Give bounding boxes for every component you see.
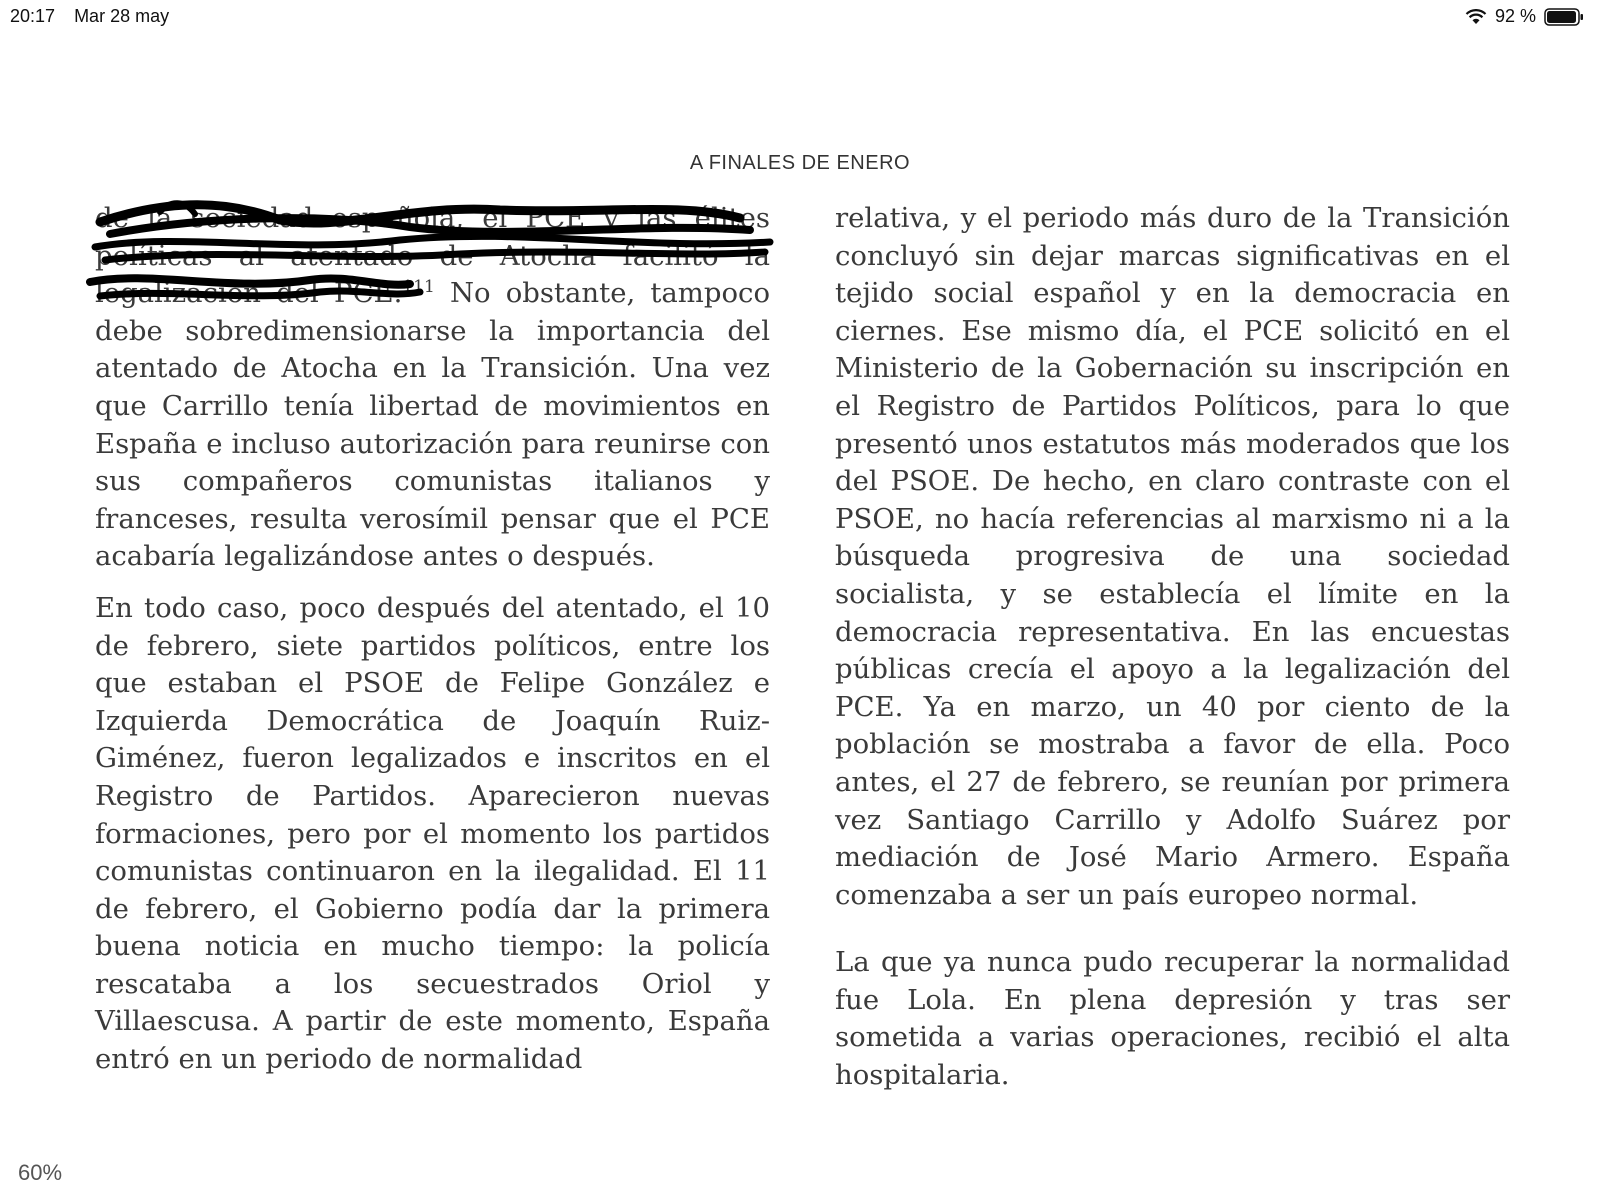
status-time: 20:17	[10, 6, 56, 26]
status-bar	[0, 0, 1600, 34]
battery-icon	[1544, 8, 1584, 26]
status-date: Mar 28 may	[74, 6, 170, 26]
redacted-text: de la sociedad española, el PCE y las élites políticas al atentado de Atocha facilitó la legalización del PCE.	[95, 202, 770, 310]
left-paragraph-2: En todo caso, poco después del atentado, el 10 de febrero, siete partidos políticos, entre los que estaban el PSOE de Felipe González e Izquierda Democrática de Joaquín Ruiz-Giménez, fueron legalizados e inscritos en el Registro de Partidos. Aparecieron nuevas formaciones, pero por el momento los partidos comunistas continuaron en la ilegalidad. El 11 de febrero, el Gobierno podía dar la primera buena noticia en mucho tiempo: la policía rescataba a los secuestrados Oriol y Villaescusa. A partir de este momento, España entró en un periodo de normalidad	[95, 591, 770, 1076]
left-paragraph-1	[95, 200, 770, 576]
right-column[interactable]	[835, 200, 1510, 1095]
battery-percent: 92 %	[1494, 6, 1536, 26]
status-right	[1465, 6, 1584, 27]
left-column[interactable]	[95, 200, 770, 1079]
right-paragraph-1: relativa, y el periodo más duro de la Transición concluyó sin dejar marcas significativas en el tejido social español y en la democracia en ciernes. Ese mismo día, el PCE solicitó en el Ministerio de la Gobernación su inscripción en el Registro de Partidos Políticos, para lo que presentó unos estatutos más moderados que los del PSOE. De hecho, en claro contraste con el PSOE, no hacía referencias al marxismo ni a la búsqueda progresiva de una sociedad socialista, y se establecía el límite en la democracia representativa. En las encuestas públicas crecía el apoyo a la legalización del PCE. Ya en marzo, un 40 por ciento de la población se mostraba a favor de ella. Poco antes, el 27 de febrero, se reunían por primera vez Santiago Carrillo y Adolfo Suárez por mediación de José Mario Armero. España comenzaba a ser un país europeo normal.	[835, 202, 1510, 911]
left-paragraph-1-text: No obstante, tampoco debe sobredimensionarse la importancia del atentado de Atocha en la Transición. Una vez que Carrillo tenía libertad de movimientos en España e incluso autorización para reunirse con sus compañeros comunistas italianos y franceses, resulta verosímil pensar que el PCE acabaría legalizándose antes o después.	[95, 277, 770, 573]
reading-progress: 60%	[18, 1160, 63, 1185]
footnote-marker[interactable]: 111	[402, 277, 435, 298]
running-header: A FINALES DE ENERO	[689, 152, 911, 174]
right-paragraph-2: La que ya nunca pudo recuperar la normalidad fue Lola. En plena depresión y tras ser sometida a varias operaciones, recibió el alta hospitalaria.	[835, 946, 1510, 1092]
status-left	[10, 6, 183, 27]
wifi-icon	[1465, 9, 1487, 25]
